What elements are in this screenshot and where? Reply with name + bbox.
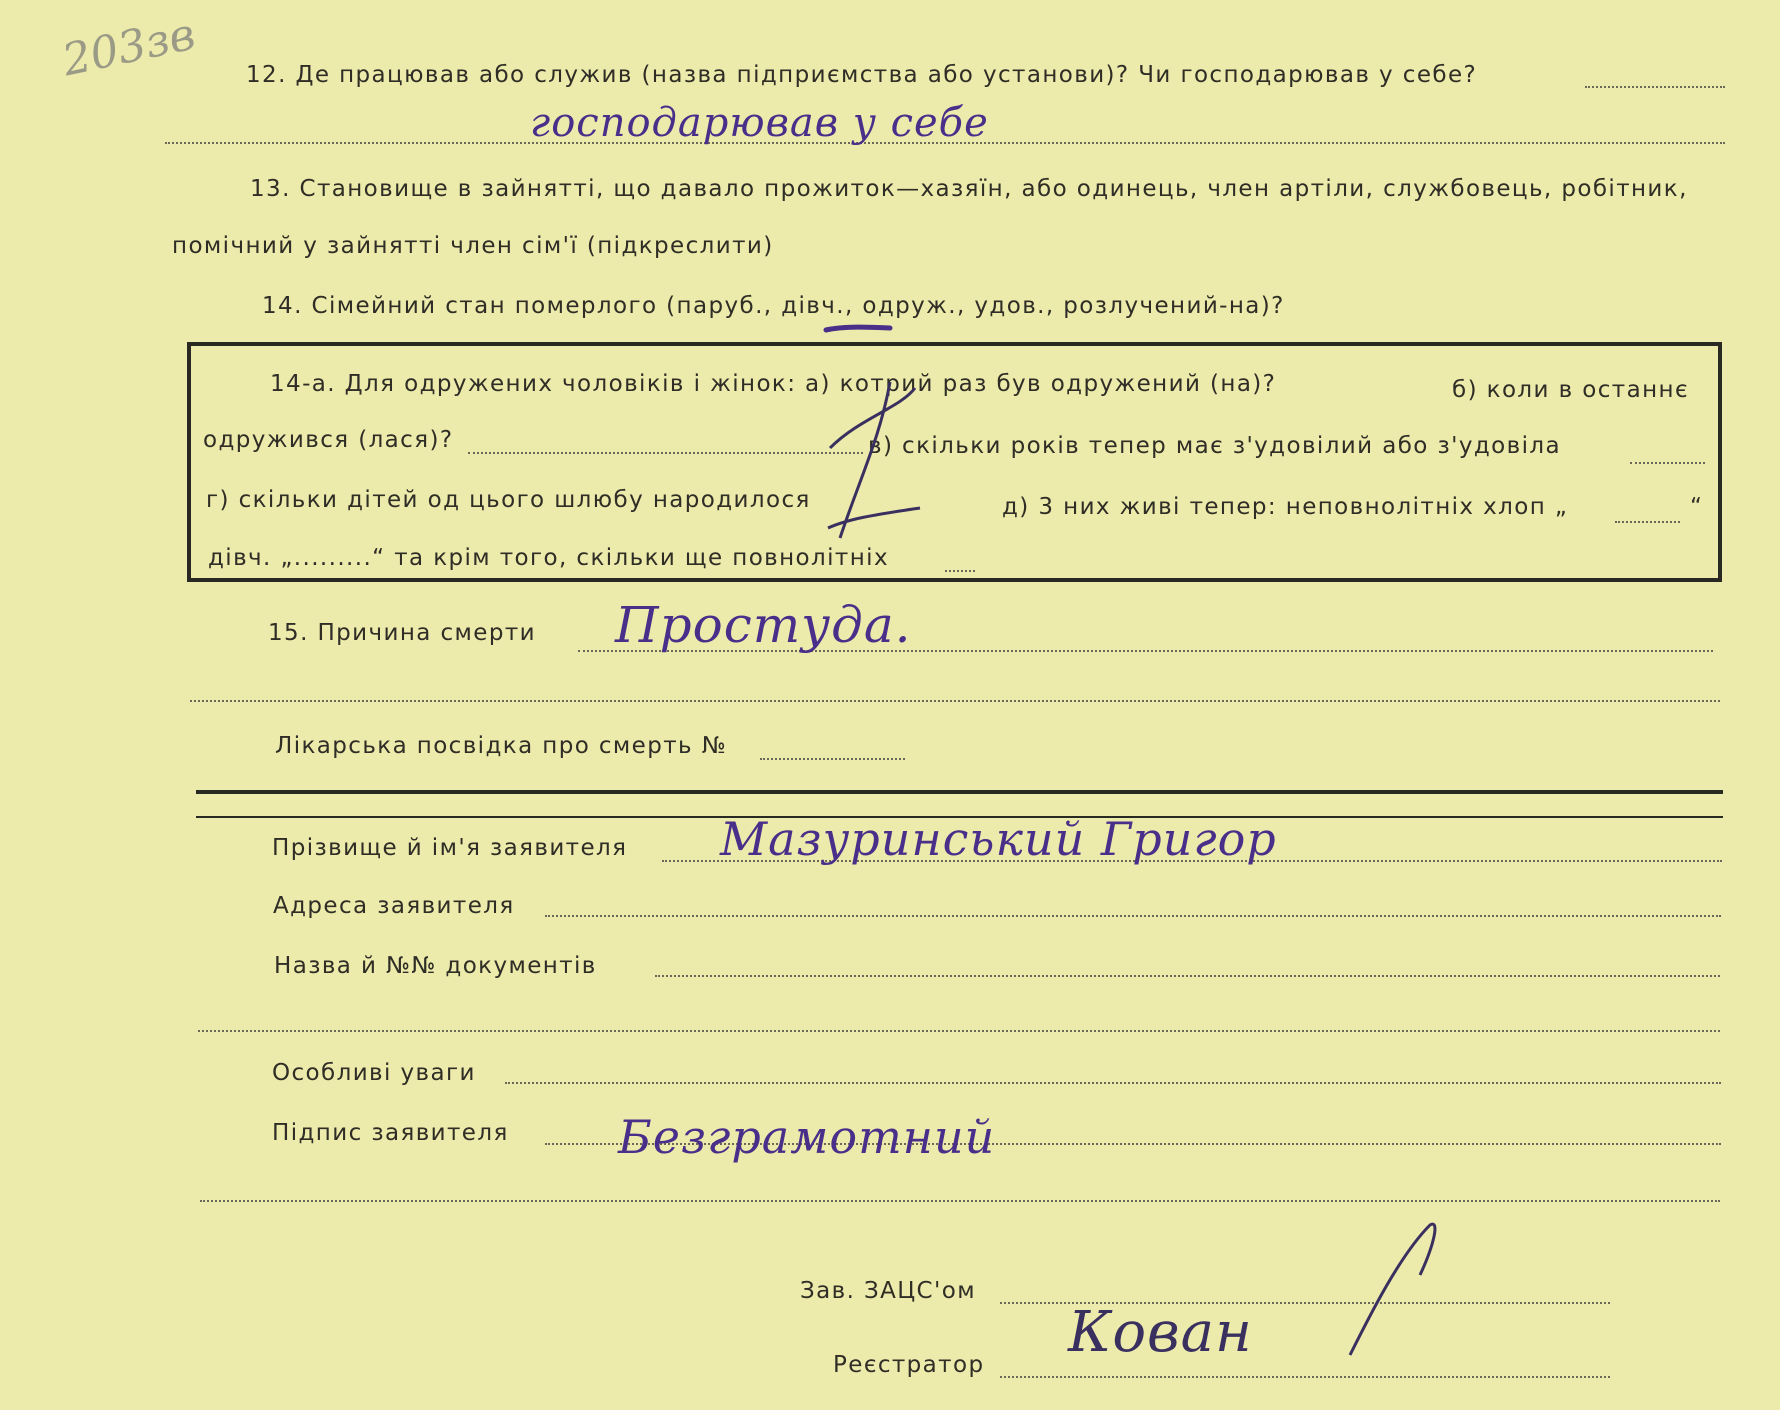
q14a-line3b: д) 3 них живі тепер: неповнолітніх хлоп „ — [1002, 494, 1569, 520]
q14a-line2b-dots — [1630, 462, 1705, 464]
applicant-name-value: Мазуринський Григор — [720, 812, 1277, 866]
registrar-label: Реєстратор — [833, 1352, 985, 1378]
q14-underline-mark — [824, 322, 894, 336]
applicant-notes-label: Особливі уваги — [272, 1060, 476, 1086]
q14a-line2-dots — [468, 452, 863, 454]
section-rule-top — [196, 790, 1723, 794]
q14a-line2a: одружився (лася)? — [203, 427, 454, 453]
registrar-line — [1000, 1376, 1610, 1378]
applicant-signature-value: Безграмотний — [618, 1110, 996, 1164]
registrar-signature: Кован — [1068, 1300, 1253, 1365]
archive-note: 203зв — [58, 8, 200, 87]
q14a-line4: дівч. „.........“ та крім того, скільки ще повнолітніх — [208, 545, 889, 571]
q15-answer: Простуда. — [615, 596, 912, 654]
applicant-address-label: Адреса заявителя — [273, 893, 515, 919]
q15-line2 — [190, 700, 1720, 702]
applicant-notes-line — [505, 1082, 1721, 1084]
q14a-strike-mark — [820, 378, 930, 548]
q12-label: 12. Де працював або служив (назва підприємства або установи)? Чи господарював у себе? — [246, 62, 1478, 88]
applicant-signature-label: Підпис заявителя — [272, 1120, 509, 1146]
medical-line — [760, 758, 905, 760]
q14a-line1a: 14-а. Для одружених чоловіків і жінок: а) котрий раз був одружений (на)? — [270, 371, 1277, 397]
q14a-line3c: “ — [1690, 494, 1704, 520]
head-label: Зав. ЗАЦС'ом — [800, 1278, 976, 1304]
q13-line1: 13. Становище в зайнятті, що давало прожиток—хазяїн, або одинець, член артіли, службовець, робітник, — [250, 176, 1688, 202]
q14a-line4-dots — [945, 570, 975, 572]
q12-answer: господарював у себе — [530, 100, 989, 146]
medical-label: Лікарська посвідка про смерть № — [275, 733, 728, 759]
registrar-signature-flourish — [1330, 1215, 1450, 1365]
applicant-extra-line — [200, 1200, 1720, 1202]
q12-fill-line — [1585, 86, 1725, 88]
applicant-docs-line — [655, 975, 1720, 977]
q15-label: 15. Причина смерти — [268, 620, 537, 646]
q14a-line3-dots — [1615, 521, 1680, 523]
applicant-address-line — [545, 915, 1721, 917]
q14a-line3a: г) скільки дітей од цього шлюбу народилося — [206, 487, 811, 513]
q13-line2: помічний у зайнятті член сім'ї (підкреслити) — [172, 233, 774, 259]
q14a-line1b: б) коли в останнє — [1452, 377, 1689, 403]
applicant-name-label: Прізвище й ім'я заявителя — [272, 835, 628, 861]
q14a-line2b: в) скільки років тепер має з'удовілий або з'удовіла — [868, 433, 1561, 459]
q14-label: 14. Сімейний стан померлого (паруб., дівч., одруж., удов., розлучений-на)? — [262, 293, 1285, 319]
applicant-docs-label: Назва й №№ документів — [274, 953, 597, 979]
applicant-docs-line2 — [198, 1030, 1720, 1032]
